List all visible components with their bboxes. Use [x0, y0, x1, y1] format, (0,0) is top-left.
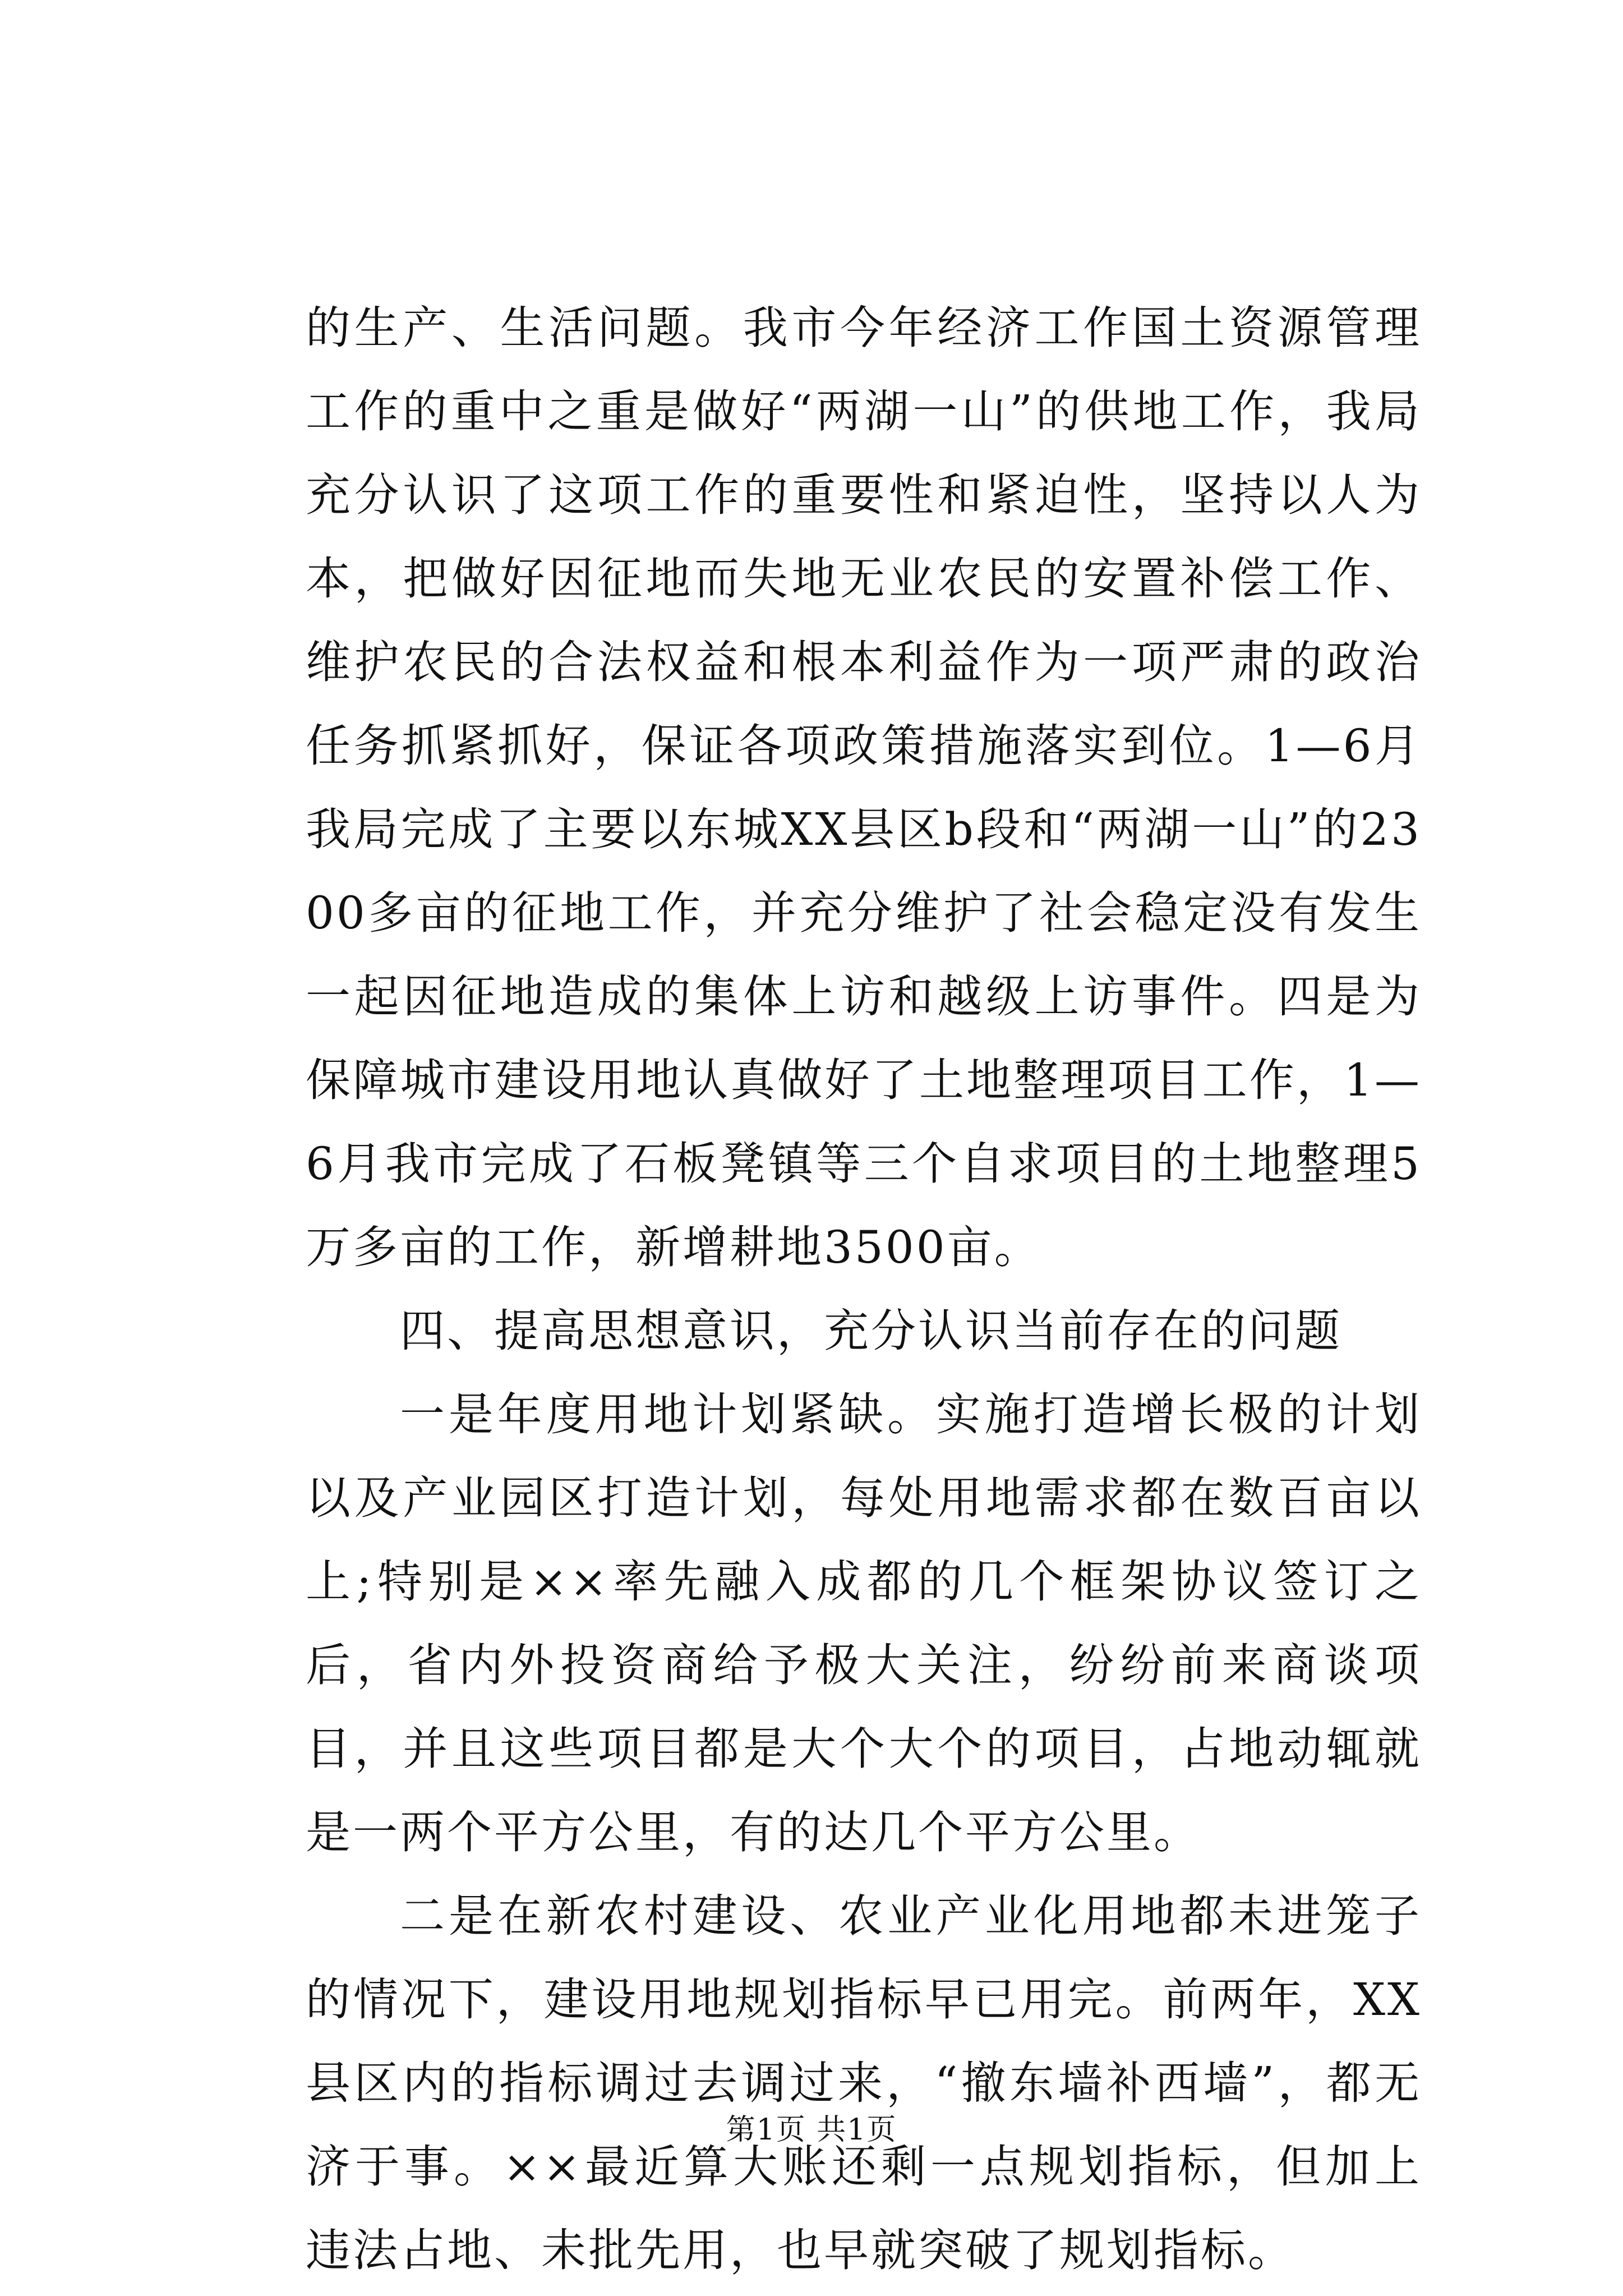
section-heading: 四、提高思想意识，充分认识当前存在的问题 [400, 1305, 1342, 1357]
paragraph-continuation: 的生产、生活问题。我市今年经济工作国土资源管理工作的重中之重是做好“两湖一山”的供地工作，我局充分认识了这项工作的重要性和紧迫性，坚持以人为本，把做好因征地而失地无业农民的安置补偿工作、维护农民的合法权益和根本利益作为一项严肃的政治任务抓紧抓好，保证各项政策措施落实到位。1—6月我局完成了主要以东城XX县区b段和“两湖一山”的2300多亩的征地工作，并充分维护了社会稳定没有发生一起因征地造成的集体上访和越级上访事件。四是为保障城市建设用地认真做好了土地整理项目工作，1—6月我市完成了石板凳镇等三个自求项目的土地整理5万多亩的工作，新增耕地3500亩。 [306, 302, 1422, 1273]
paragraph-item-2: 二是在新农村建设、农业产业化用地都未进笼子的情况下，建设用地规划指标早已用完。前两年，XX县区内的指标调过去调过来，“撤东墙补西墙”，都无济于事。××最近算大账还剩一点规划指标，但加上违法占地、未批先用，也早就突破了规划指标。 [306, 1890, 1422, 2276]
document-body [306, 286, 1422, 2292]
paragraph-item-1: 一是年度用地计划紧缺。实施打造增长极的计划以及产业园区打造计划，每处用地需求都在数百亩以上;特别是××率先融入成都的几个框架协议签订之后，省内外投资商给予极大关注，纷纷前来商谈项目，并且这些项目都是大个大个的项目，占地动辄就是一两个平方公里，有的达几个平方公里。 [306, 1388, 1422, 1858]
page-footer: 第1页 共1页 [726, 2113, 897, 2147]
